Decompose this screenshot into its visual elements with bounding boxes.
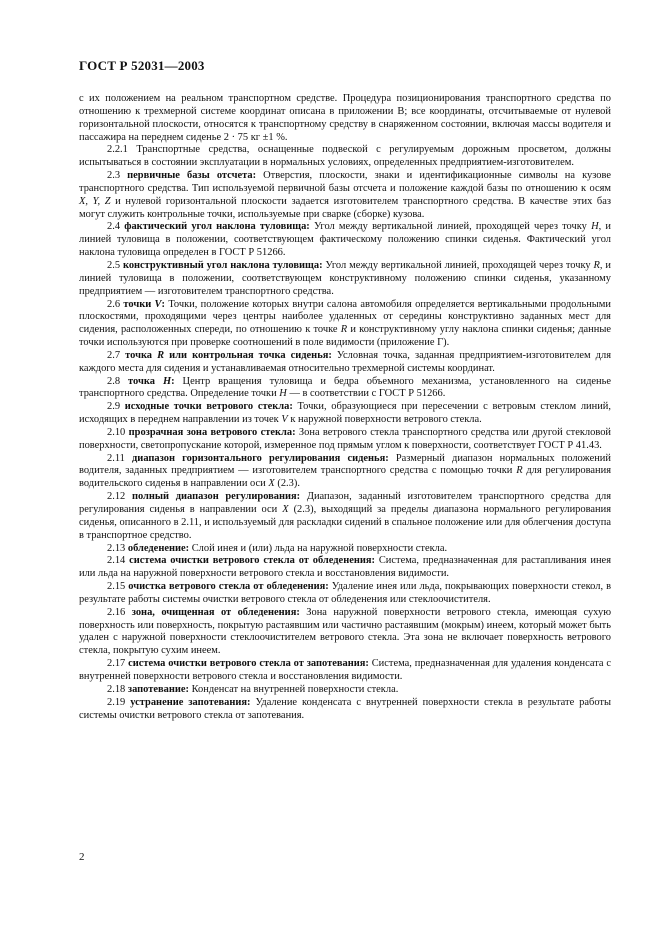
- text-run: 2.19: [107, 696, 131, 708]
- text-run: 2.9: [107, 401, 125, 413]
- text-run: 2.7: [107, 349, 126, 361]
- term: точка: [128, 375, 163, 387]
- text-run: 2.6: [107, 298, 124, 310]
- term-symbol: R: [157, 349, 165, 361]
- term: фактический угол наклона туловища:: [124, 221, 310, 233]
- paragraph: [79, 543, 611, 556]
- paragraph: [79, 376, 611, 402]
- text-run: 2.13: [107, 542, 128, 554]
- paragraph: [79, 221, 611, 260]
- text-run: Зона ветрового стекла транспортного средства или другой стекловой поверхности, светопропускание которой, измеренное под прямым углом к поверхности, соответствует ГОСТ Р 41.43.: [79, 426, 612, 451]
- paragraph: [79, 581, 611, 607]
- text-run: 2.8: [107, 375, 129, 387]
- paragraph: [79, 260, 611, 299]
- text-run: (2.3), выходящий за пределы диапазона нормального регулирования сиденья, описанного в 2.11, и используемый для раскладки сидений в спальное положение или для облегчения доступа в транспортное средство.: [79, 504, 611, 541]
- text-run: Отверстия, плоскости, знаки и идентификационные символы на кузове транспортного средства. Тип используемой первичной базы отсчета и положение каждой базы по отношению к осям: [79, 170, 612, 194]
- paragraph: [79, 144, 611, 170]
- term-symbol: H: [162, 375, 172, 387]
- text-run: 2.4: [107, 221, 125, 233]
- term: зона, очищенная от обледенения:: [131, 606, 300, 618]
- paragraph: [79, 299, 611, 350]
- paragraph: [79, 607, 611, 658]
- term: первичные базы отсчета:: [127, 170, 257, 182]
- symbol: V: [281, 414, 288, 426]
- paragraph: [79, 555, 611, 581]
- paragraph: [79, 401, 611, 427]
- text-run: , и линией туловища в положении, соответствующем фактическому положению спинки сиденья. Фактический угол наклона туловища определен в ГОСТ Р 51266.: [79, 221, 611, 259]
- text-run: Угол между вертикальной линией, проходящей через точку: [322, 259, 594, 271]
- term: точка: [125, 349, 158, 361]
- text-run: Центр вращения туловища и бедра объемного механизма, установленного на сиденье транспортного средства. Определение точки: [79, 375, 612, 400]
- text-run: 2.17: [107, 658, 129, 670]
- term: прозрачная зона ветрового стекла:: [128, 426, 296, 438]
- text-run: Точки, образующиеся при пересечении с ветровым стеклом линий, исходящих в переднем направлении из точек: [79, 401, 612, 426]
- text-run: , и линией туловища в положении, соответствующем конструктивному положению спинки сиденья, указанному предприятием — изготовителем транспортного средства.: [79, 259, 611, 297]
- paragraph: [79, 453, 611, 492]
- text-run: Угол между вертикальной линией, проходящей через точку: [309, 221, 592, 233]
- symbol: X: [268, 478, 275, 490]
- term-symbol: V: [154, 298, 162, 310]
- term: обледенение:: [127, 542, 190, 554]
- document-header: ГОСТ Р 52031—2003: [79, 58, 205, 73]
- text-run: к наружной поверхности ветрового стекла.: [287, 414, 482, 426]
- text-run: Точки, положение которых внутри салона автомобиля определяется вертикальными продольными плоскостями, проходящими через центры наиболее удаленных от середины конструктивно заданных мест для сидения, расположенных спереди, по отношению к точке: [79, 298, 611, 336]
- term: система очистки ветрового стекла от обледенения:: [129, 555, 375, 567]
- paragraph: [79, 93, 611, 144]
- text-run: 2.12: [107, 491, 132, 503]
- symbol: R: [340, 324, 348, 336]
- text-run: Система, предназначенная для удаления конденсата с внутренней поверхности ветрового стекла и восстановления видимости.: [79, 658, 611, 682]
- term: диапазон горизонтального регулирования сиденья:: [132, 452, 389, 464]
- text-run: 2.18: [107, 683, 128, 695]
- text-run: Размерный диапазон нормальных положений водителя, заданных предприятием — изготовителем транспортного средства с помощью точки: [79, 452, 611, 477]
- term: полный диапазон регулирования:: [131, 491, 301, 503]
- symbol: X: [282, 504, 289, 515]
- paragraph: [79, 697, 611, 723]
- text-run: Зона наружной поверхности ветрового стекла, имеющая сухую поверхность или поверхность, покрытую растаявшим или частично растаявшим (мокрым) инеем, который может быть удален с наружной поверхности стеклоочистителем ветрового стекла. Эта зона не включает поверхность ветрового стекла, покрытую сухим инеем.: [79, 606, 612, 657]
- text-run: с их положением на реальном транспортном средстве. Процедура позиционирования транспортного средства по отношению к трехмерной системе координат описана в приложении В; все координаты, отсчитываемые от нулевой горизонтальной плоскости, относятся к транспортному средству в снаряженном состоянии, включая массы водителя и пассажира на переднем сиденье 2 · 75 кг ±1 %.: [79, 93, 611, 143]
- text-run: 2.2.1 Транспортные средства, оснащенные подвеской с регулируемым дорожным просветом, должны испытываться в состоянии эксплуатации в нормальных условиях, определенных предприятием-изготовителем.: [79, 144, 611, 169]
- text-run: Удаление инея или льда, покрывающих поверхности стекол, в результате работы системы очистки ветрового стекла от обледенения или стеклоочистителя.: [79, 581, 611, 605]
- text-run: Удаление конденсата с внутренней поверхности стекла в результате работы системы очистки ветрового стекла от запотевания.: [79, 696, 612, 721]
- page-number: 2: [79, 851, 85, 863]
- text-run: — в соответствии с ГОСТ Р 51266.: [286, 388, 446, 400]
- text-run: Конденсат на внутренней поверхности стекла.: [189, 683, 399, 695]
- text-run: 2.15: [107, 581, 129, 593]
- symbol: R: [593, 259, 600, 271]
- term: :: [171, 375, 175, 387]
- term: конструктивный угол наклона туловища:: [122, 259, 323, 271]
- term: или контрольная точка сиденья:: [164, 349, 332, 361]
- term: система очистки ветрового стекла от запотевания:: [128, 658, 369, 670]
- text-run: 2.11: [107, 452, 133, 464]
- symbol: R: [516, 465, 523, 477]
- text-run: 2.5: [107, 259, 123, 271]
- text-run: Система, предназначенная для растапливания инея или льда на наружной поверхности ветрового стекла и восстановления видимости.: [79, 555, 611, 580]
- symbol: X, Y, Z: [79, 195, 111, 207]
- paragraph: [79, 427, 611, 453]
- paragraph: [79, 684, 611, 697]
- text-run: Условная точка, заданная предприятием-изготовителем для каждого места для сидения и устанавливаемая относительно трехмерной системы координат.: [79, 349, 611, 374]
- text-run: 2.16: [107, 606, 132, 618]
- text-run: 2.3: [107, 170, 128, 182]
- symbol: H: [279, 388, 287, 400]
- text-run: 2.14: [107, 555, 130, 567]
- text-run: (2.3).: [274, 478, 300, 490]
- text-run: 2.10: [107, 426, 129, 438]
- term: очистка ветрового стекла от обледенения:: [128, 581, 329, 593]
- term: устранение запотевания:: [130, 696, 251, 708]
- text-run: Диапазон, заданный изготовителем транспортного средства для регулирования сиденья в направлении оси: [79, 491, 611, 515]
- symbol: H: [591, 221, 599, 233]
- paragraph: [79, 350, 611, 376]
- term: исходные точки ветрового стекла:: [124, 401, 293, 413]
- term: :: [161, 298, 165, 310]
- paragraph: [79, 491, 611, 542]
- document-body: [79, 93, 611, 722]
- paragraph: [79, 658, 611, 684]
- paragraph: [79, 170, 611, 221]
- text-run: и нулевой горизонтальной плоскости задается изготовителем транспортного средства. В качестве этих баз могут служить контрольные точки, используемые при сварке (сборке) кузова.: [79, 195, 611, 220]
- text-run: Слой инея и (или) льда на наружной поверхности стекла.: [189, 542, 448, 554]
- term: запотевание:: [127, 683, 189, 695]
- text-run: и конструктивному углу наклона спинки сиденья; данные точки используются при проверке соотношений в поле видимости (приложение Г).: [79, 324, 611, 349]
- term: точки: [123, 298, 155, 310]
- text-run: для регулирования водительского сиденья в направлении оси: [79, 465, 611, 490]
